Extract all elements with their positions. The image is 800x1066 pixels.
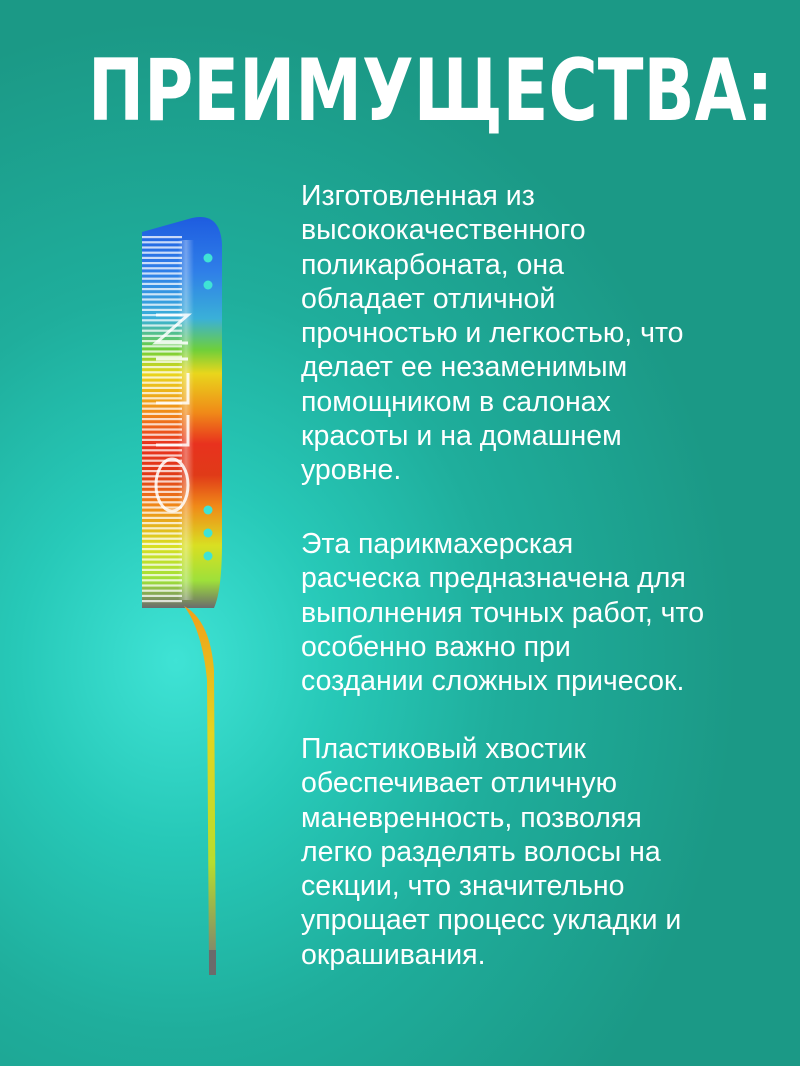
paragraph-1 (301, 179, 781, 488)
comb-tooth (142, 574, 182, 576)
comb-tooth (142, 278, 182, 280)
comb-tooth (142, 371, 182, 373)
comb-tooth (142, 236, 182, 238)
comb-tooth (142, 564, 182, 566)
comb-image (120, 210, 240, 990)
comb-tooth (142, 246, 182, 248)
comb-tooth (142, 428, 182, 430)
comb-tooth (142, 423, 182, 425)
paragraph-line: делает ее незаменимым (301, 351, 628, 384)
paragraph-line: высококачественного (301, 214, 586, 247)
comb-tooth (142, 283, 182, 285)
comb-tooth (142, 350, 182, 352)
paragraph-line: прочностью и легкостью, что (301, 317, 684, 350)
comb-tooth (142, 517, 182, 519)
comb-tooth (142, 439, 182, 441)
comb-tooth (142, 304, 182, 306)
comb-tooth (142, 361, 182, 363)
comb-tooth (142, 491, 182, 493)
comb-tooth (142, 558, 182, 560)
comb-tooth (142, 298, 182, 300)
comb-tooth (142, 532, 182, 534)
comb-tooth (142, 382, 182, 384)
paragraph-line: расческа предназначена для (301, 562, 686, 595)
paragraph-line: легко разделять волосы на (301, 835, 661, 868)
paragraph-3 (301, 732, 781, 972)
comb-tooth (142, 252, 182, 254)
comb-tooth (142, 595, 182, 597)
comb-tooth (142, 418, 182, 420)
comb-tooth (142, 600, 182, 602)
paragraph-line: Пластиковый хвостик (301, 733, 586, 765)
comb-tooth (142, 527, 182, 529)
comb-tooth (142, 496, 182, 498)
comb-tooth (142, 522, 182, 524)
comb-tooth (142, 584, 182, 586)
paragraph-line: секции, что значительно (301, 870, 625, 903)
comb-tooth (142, 387, 182, 389)
comb-tooth (142, 267, 182, 269)
paragraph-line: окрашивания. (301, 938, 486, 971)
comb-tooth (142, 408, 182, 410)
paragraph-line: выполнения точных работ, что (301, 596, 705, 629)
comb-tooth (142, 434, 182, 436)
comb-tooth (142, 538, 182, 540)
paragraph-line: обладает отличной (301, 282, 556, 315)
page-title: ПРЕИМУЩЕСТВА: (88, 41, 774, 141)
comb-tooth (142, 454, 182, 456)
comb-tooth (142, 553, 182, 555)
comb-tooth (142, 548, 182, 550)
comb-tooth (142, 288, 182, 290)
paragraph-line: упрощает процесс укладки и (301, 904, 682, 937)
paragraph-line: особенно важно при (301, 630, 571, 663)
paragraph-line: поликарбоната, она (301, 248, 564, 281)
comb-tooth (142, 413, 182, 415)
paragraph-line: красоты и на домашнем (301, 420, 622, 453)
comb-tooth (142, 366, 182, 368)
paragraph-line: Эта парикмахерская (301, 528, 574, 560)
comb-tooth (142, 257, 182, 259)
comb-tooth (142, 397, 182, 399)
comb-tooth (142, 475, 182, 477)
comb-tooth (142, 309, 182, 311)
comb-tooth (142, 590, 182, 592)
paragraph-line: уровне. (301, 454, 402, 487)
comb-tooth (142, 272, 182, 274)
comb-tooth (142, 579, 182, 581)
comb-tooth (142, 330, 182, 332)
paragraph-line: помощником в салонах (301, 385, 611, 418)
comb-tooth (142, 480, 182, 482)
paragraph-line: маневренность, позволяя (301, 801, 642, 834)
comb-icon (120, 210, 240, 990)
comb-tooth (142, 569, 182, 571)
comb-tooth (142, 262, 182, 264)
paragraph-line: Изготовленная из (301, 180, 535, 212)
comb-tooth (142, 470, 182, 472)
comb-tooth (142, 319, 182, 321)
comb-tooth (142, 241, 182, 243)
comb-tooth (142, 376, 182, 378)
comb-tooth (142, 356, 182, 358)
paragraph-2 (301, 527, 781, 698)
comb-tooth (142, 345, 182, 347)
comb-tooth (142, 486, 182, 488)
paragraph-line: обеспечивает отличную (301, 767, 618, 800)
paragraph-line: создании сложных причесок. (301, 665, 685, 698)
comb-tooth (142, 392, 182, 394)
comb-tooth (142, 512, 182, 514)
comb-tooth (142, 449, 182, 451)
comb-tooth (142, 293, 182, 295)
comb-tooth (142, 543, 182, 545)
